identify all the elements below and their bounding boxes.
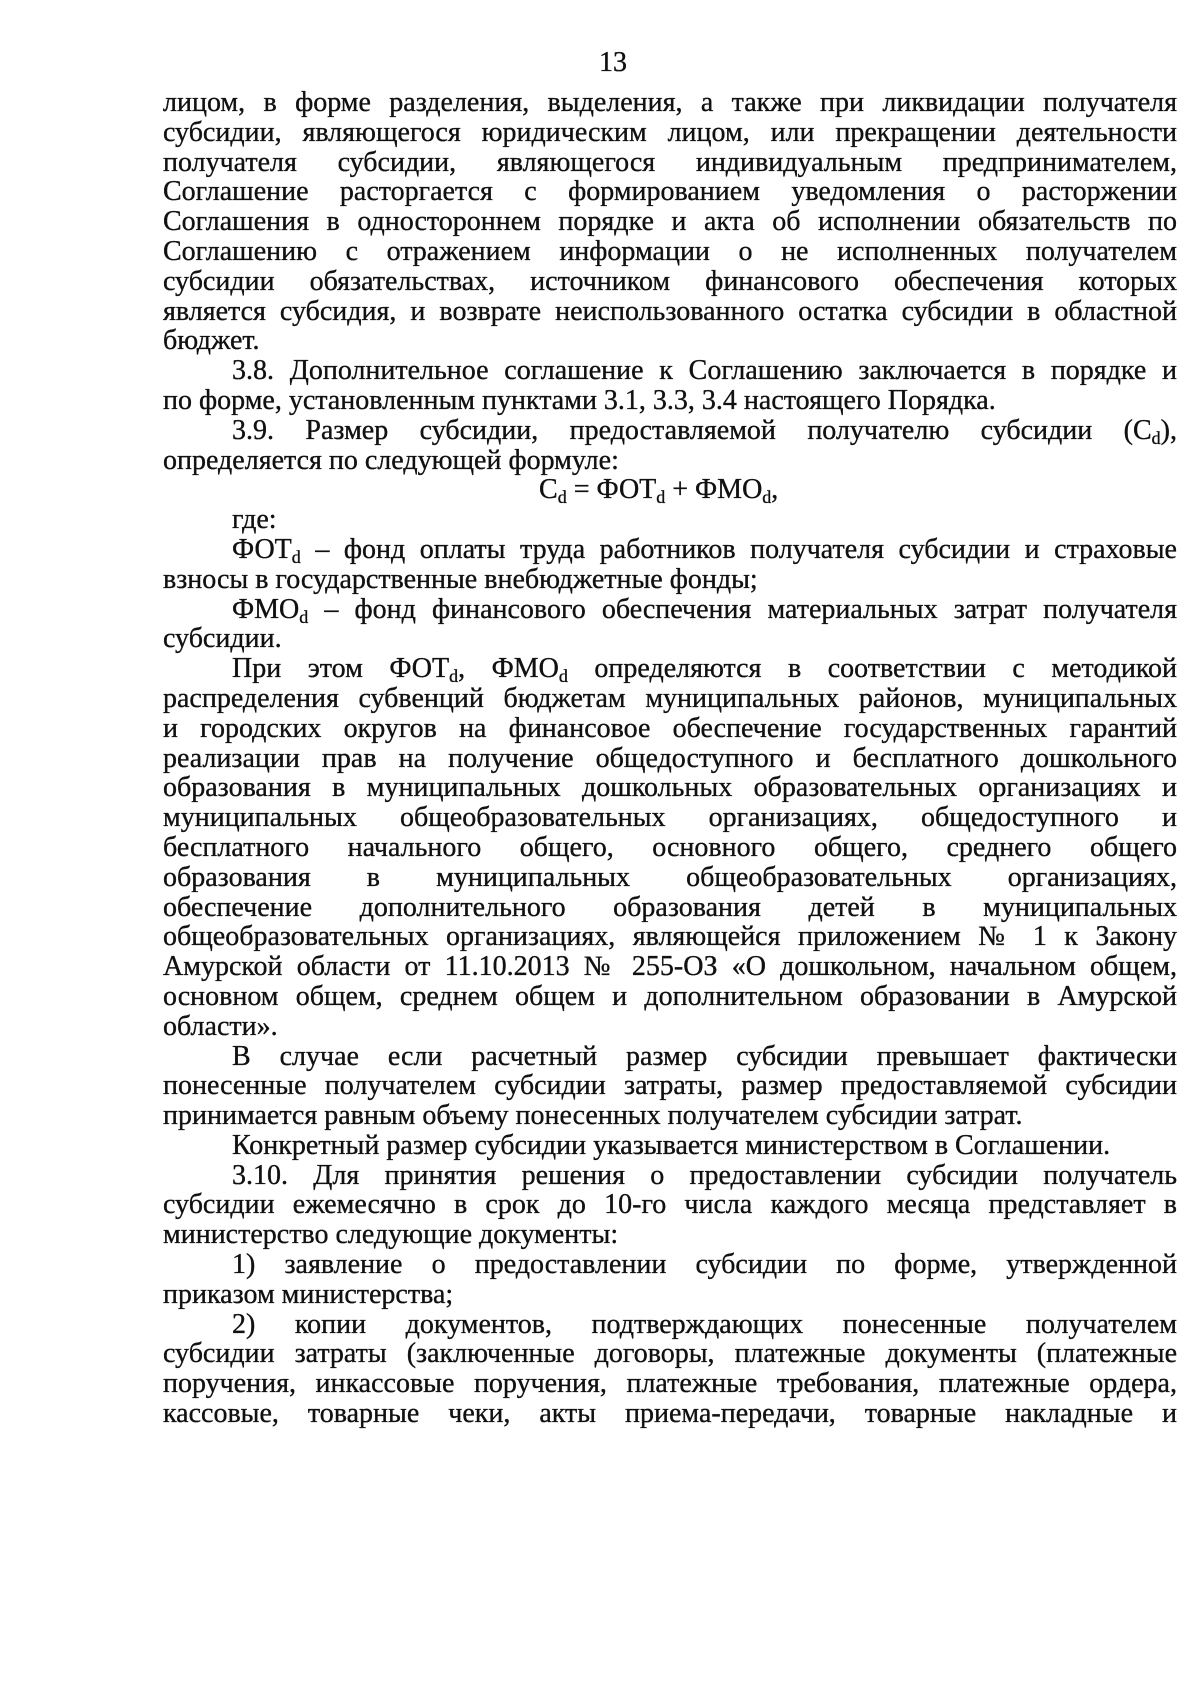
paragraph-3-8 <box>163 356 1177 416</box>
text-line: 3.8. Дополнительное соглашение к Соглашению заключается в порядке и <box>232 355 1177 387</box>
text-line <box>163 535 1177 565</box>
text-segment: 3.9. Размер субсидии, предоставляемой получателю субсидии (С <box>232 414 1152 446</box>
text-line: министерство следующие документы: <box>163 1219 619 1251</box>
text-line: 1) заявление о предоставлении субсидии по форме, утвержденной <box>232 1249 1177 1281</box>
paragraph-3-10 <box>163 1161 1177 1250</box>
paragraph-where <box>163 505 1177 535</box>
subscript: d <box>1151 427 1161 448</box>
text-line: получателя субсидии, являющегося индивидуальным предпринимателем, <box>163 146 1177 178</box>
formula-term: С <box>539 474 558 506</box>
text-line: В случае если расчетный размер субсидии превышает фактически <box>232 1040 1177 1072</box>
text-segment: При этом ФОТ <box>232 653 450 685</box>
paragraph-continuation <box>163 88 1177 356</box>
list-item-2 <box>163 1310 1177 1429</box>
text-line: 3.10. Для принятия решения о предоставлении субсидии получатель <box>232 1159 1177 1191</box>
text-line: области». <box>163 1010 278 1042</box>
paragraph-methodology <box>163 654 1177 1041</box>
text-line: взносы в государственные внебюджетные фонды; <box>163 563 758 595</box>
formula-term: + ФМО <box>665 474 763 506</box>
subscript: d <box>291 546 301 567</box>
paragraph-fot-definition <box>163 535 1177 595</box>
text-segment: ), <box>1160 414 1177 446</box>
text-line: принимается равным объему понесенных получателем субсидии затрат. <box>163 1100 1023 1132</box>
page-number: 13 <box>599 47 627 78</box>
text-line: бюджет. <box>163 325 260 357</box>
text-line: 2) копии документов, подтверждающих понесенные получателем <box>232 1308 1177 1340</box>
paragraph-fmo-definition <box>163 595 1177 655</box>
text-line: кассовые, товарные чеки, акты приема-передачи, товарные накладные и <box>163 1398 1177 1430</box>
text-line: понесенные получателем субсидии затраты, размер предоставляемой субсидии <box>163 1070 1177 1102</box>
text-line: субсидии ежемесячно в срок до 10-го числа каждого месяца представляет в <box>163 1189 1177 1221</box>
text-line: Соглашения в одностороннем порядке и акта об исполнении обязательств по <box>163 206 1177 238</box>
text-line: приказом министерства; <box>163 1278 454 1310</box>
text-line <box>163 653 1177 687</box>
paragraph-excess-costs <box>163 1042 1177 1131</box>
text-line: определяется по следующей формуле: <box>163 444 619 476</box>
text-segment: – фонд оплаты труда работников получателя субсидии и страховые <box>300 533 1177 565</box>
text-line: муниципальных общеобразовательных организациях, общедоступного и <box>163 802 1177 834</box>
text-line: субсидии обязательствах, источником финансового обеспечения которых <box>163 265 1177 297</box>
subscript: d <box>557 487 567 508</box>
text-line: образования в муниципальных дошкольных образовательных организациях и <box>163 772 1177 804</box>
document-body <box>163 88 1177 1429</box>
subscript: d <box>449 666 459 687</box>
text-line: бесплатного начального общего, основного общего, среднего общего <box>163 831 1177 863</box>
paragraph-3-9 <box>163 416 1177 476</box>
text-line: субсидии. <box>163 623 282 655</box>
text-line: Амурской области от 11.10.2013 № 255-ОЗ «О дошкольном, начальном общем, <box>163 951 1177 983</box>
formula-term: , <box>771 474 779 506</box>
text-line: субсидии затраты (заключенные договоры, платежные документы (платежные <box>163 1338 1177 1370</box>
text-line: образования в муниципальных общеобразовательных организациях, <box>163 861 1177 893</box>
subscript: d <box>299 606 309 627</box>
text-segment: определяются в соответствии с методикой <box>567 653 1177 685</box>
text-line: поручения, инкассовые поручения, платежные требования, платежные ордера, <box>163 1368 1177 1400</box>
text-line: и городских округов на финансовое обеспечение государственных гарантий <box>163 712 1177 744</box>
formula-term: = ФОТ <box>566 474 657 506</box>
subscript: d <box>656 487 666 508</box>
text-segment: ФМО <box>232 593 300 625</box>
text-line: является субсидия, и возврате неиспользованного остатка субсидии в областной <box>163 295 1177 327</box>
text-line: основном общем, среднем общем и дополнительном образовании в Амурской <box>163 980 1177 1012</box>
text-line: лицом, в форме разделения, выделения, а также при ликвидации получателя <box>163 87 1177 118</box>
text-segment: – фонд финансового обеспечения материальных затрат получателя <box>308 593 1177 625</box>
text-line: по форме, установленным пунктами 3.1, 3.3, 3.4 настоящего Порядка. <box>163 384 996 416</box>
subscript: d <box>558 666 568 687</box>
text-line: где: <box>232 504 277 536</box>
text-line: обеспечение дополнительного образования детей в муниципальных <box>163 891 1177 923</box>
text-line: реализации прав на получение общедоступного и бесплатного дошкольного <box>163 742 1177 774</box>
list-item-1 <box>163 1250 1177 1310</box>
text-line: общеобразовательных организациях, являющейся приложением № 1 к Закону <box>163 921 1177 953</box>
text-segment: ФОТ <box>232 533 292 565</box>
text-line: Соглашение расторгается с формированием уведомления о расторжении <box>163 176 1177 208</box>
text-line: Соглашению с отражением информации о не исполненных получателем <box>163 235 1177 267</box>
formula <box>163 474 1177 508</box>
text-line <box>163 416 1177 446</box>
text-segment: , ФМО <box>458 653 559 685</box>
text-line: Конкретный размер субсидии указывается министерством в Соглашении. <box>232 1129 1111 1161</box>
subscript: d <box>762 487 772 508</box>
paragraph-specific-amount <box>163 1131 1177 1161</box>
text-line <box>163 595 1177 625</box>
text-line: распределения субвенций бюджетам муниципальных районов, муниципальных <box>163 682 1177 714</box>
text-line: субсидии, являющегося юридическим лицом, или прекращении деятельности <box>163 116 1177 148</box>
